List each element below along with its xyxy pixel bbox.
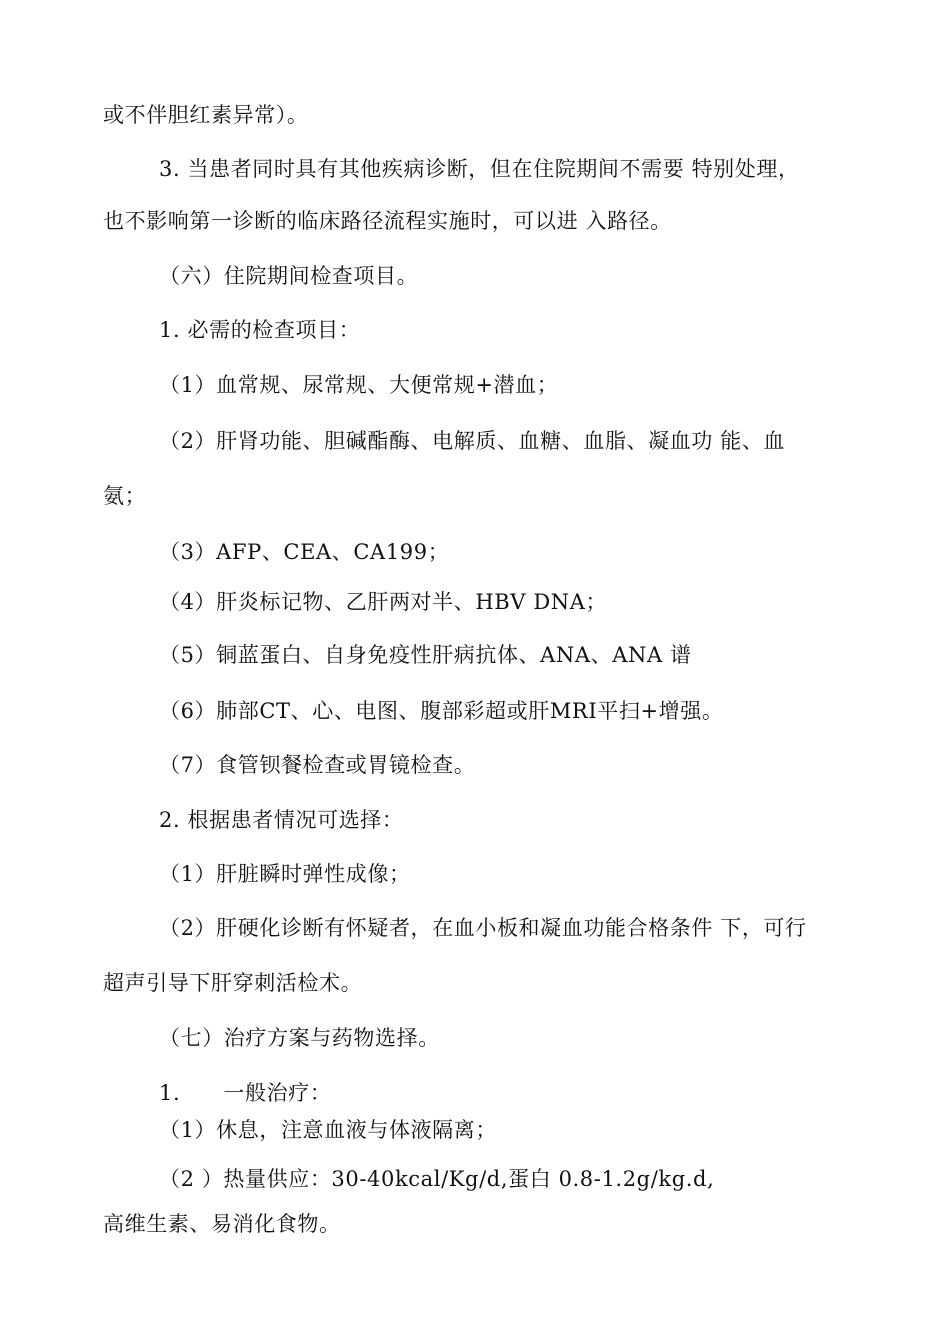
text-line: 氨； (103, 484, 147, 508)
subsection-heading: 1. 一般治疗： (159, 1081, 332, 1105)
list-item: （1）休息，注意血液与体液隔离； (159, 1118, 497, 1142)
text-line: 3. 当患者同时具有其他疾病诊断，但在住院期间不需要 特别处理， (159, 157, 800, 181)
section-heading: （六）住院期间检查项目。 (159, 264, 419, 288)
list-item: （5）铜蓝蛋白、自身免疫性肝病抗体、ANA、ANA 谱 (159, 643, 692, 667)
list-item: （2）肝硬化诊断有怀疑者，在血小板和凝血功能合格条件 下，可行 (159, 916, 807, 940)
list-item: （7）食管钡餐检查或胃镜检查。 (159, 753, 476, 777)
text-line: 高维生素、易消化食物。 (103, 1212, 341, 1236)
list-item: （1）肝脏瞬时弹性成像； (159, 862, 411, 886)
list-item: （2）肝肾功能、胆碱酯酶、电解质、血糖、血脂、凝血功 能、血 (159, 429, 786, 453)
section-heading: （七）治疗方案与药物选择。 (159, 1026, 440, 1050)
subsection-heading: 1. 必需的检查项目： (159, 318, 361, 342)
subsection-heading: 2. 根据患者情况可选择： (159, 808, 404, 832)
text-line: 超声引导下肝穿刺活检术。 (103, 971, 363, 995)
text-line: 或不伴胆红素异常）。 (103, 103, 309, 127)
text-line: 也不影响第一诊断的临床路径流程实施时，可以进 入路径。 (103, 209, 672, 233)
list-item: （4）肝炎标记物、乙肝两对半、HBV DNA； (159, 590, 608, 614)
list-item: （6）肺部CT、心、电图、腹部彩超或肝MRI平扫+增强。 (159, 699, 724, 723)
list-item: （1）血常规、尿常规、大便常规+潜血； (159, 373, 559, 397)
list-item: （2 ）热量供应：30-40kcal/Kg/d,蛋白 0.8-1.2g/kg.d, (159, 1167, 715, 1191)
list-item: （3）AFP、CEA、CA199； (159, 540, 450, 564)
